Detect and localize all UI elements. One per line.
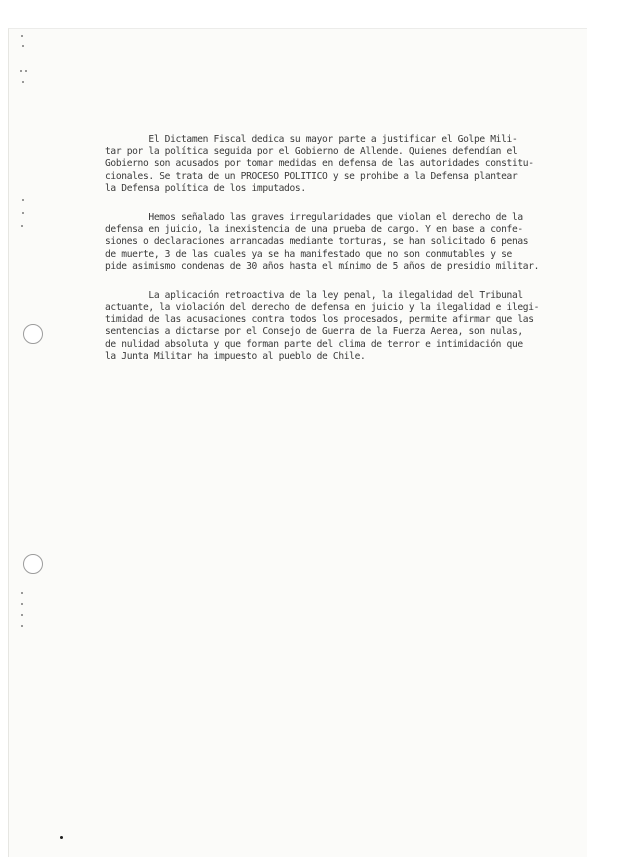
- text-line: siones o declaraciones arrancadas mediante torturas, se han solicitado 6 penas: [105, 236, 529, 248]
- margin-speck: [21, 625, 23, 627]
- document-page: [8, 28, 587, 857]
- text-line: timidad de las acusaciones contra todos los procesados, permite afirmar que las: [105, 314, 534, 326]
- text-line: de nulidad absoluta y que forman parte del clima de terror e intimidación que: [105, 338, 523, 350]
- text-line: La aplicación retroactiva de la ley penal, la ilegalidad del Tribunal: [105, 289, 523, 301]
- text-line: defensa en juicio, la inexistencia de una prueba de cargo. Y en base a confe-: [105, 224, 523, 236]
- margin-speck: [22, 45, 24, 47]
- text-line: Hemos señalado las graves irregularidades que violan el derecho de la: [105, 211, 523, 223]
- punch-hole-bottom: [23, 554, 43, 574]
- margin-speck: [22, 199, 24, 201]
- margin-speck: [21, 225, 23, 227]
- margin-speck: [21, 592, 23, 594]
- paragraph-3: [105, 290, 577, 363]
- margin-speck: [22, 212, 24, 214]
- text-line: tar por la política seguida por el Gobierno de Allende. Quienes defendían el: [105, 146, 518, 158]
- margin-speck: [20, 70, 22, 72]
- paragraph-1: [105, 134, 577, 195]
- margin-speck: [21, 35, 23, 37]
- text-line: sentencias a dictarse por el Consejo de Guerra de la Fuerza Aerea, son nulas,: [105, 326, 523, 338]
- text-line: Gobierno son acusados por tomar medidas en defensa de las autoridades constitu-: [105, 158, 534, 170]
- margin-speck: [22, 81, 24, 83]
- margin-speck: [60, 836, 63, 839]
- punch-hole-top: [23, 324, 43, 344]
- text-line: cionales. Se trata de un PROCESO POLITICO y se prohibe a la Defensa plantear: [105, 170, 518, 182]
- margin-speck: [21, 614, 23, 616]
- paragraph-2: [105, 212, 577, 273]
- margin-speck: [21, 603, 23, 605]
- text-line: El Dictamen Fiscal dedica su mayor parte a justificar el Golpe Mili-: [105, 134, 518, 145]
- text-line: actuante, la violación del derecho de defensa en juicio y la ilegalidad e ilegi-: [105, 302, 540, 314]
- text-line: de muerte, 3 de las cuales ya se ha manifestado que no son conmutables y se: [105, 248, 512, 260]
- document-body: [105, 134, 577, 380]
- text-line: pide asimismo condenas de 30 años hasta el mínimo de 5 años de presidio militar.: [105, 260, 540, 272]
- margin-speck: [25, 70, 27, 72]
- text-line: la Junta Militar ha impuesto al pueblo de Chile.: [105, 350, 366, 362]
- text-line: la Defensa política de los imputados.: [105, 182, 306, 194]
